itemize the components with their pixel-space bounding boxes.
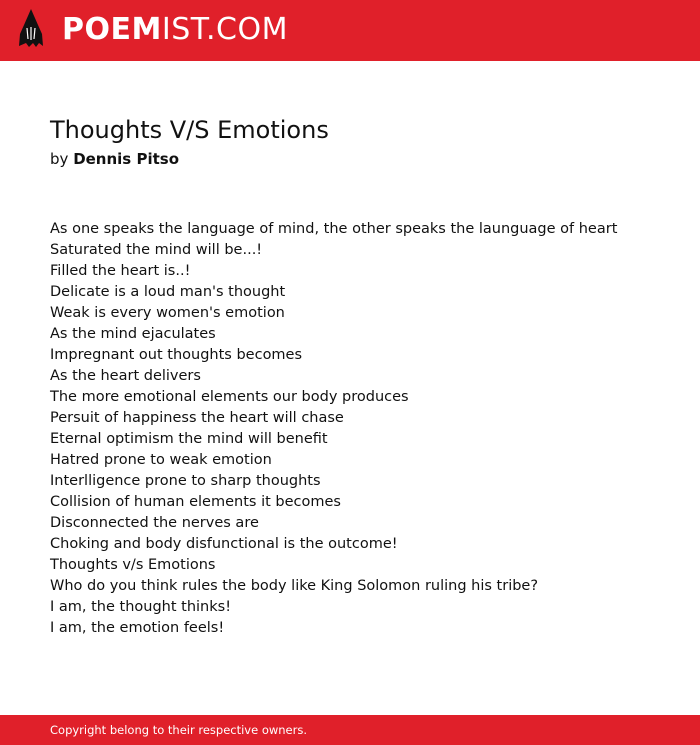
brand-name-bold: POEM <box>62 12 162 47</box>
poem-line: As one speaks the language of mind, the other speaks the launguage of heart <box>50 221 618 237</box>
poem-line: As the heart delivers <box>50 368 201 384</box>
poem-byline <box>50 148 179 170</box>
site-logo-link[interactable] <box>18 8 288 52</box>
poem-line: Choking and body disfunctional is the outcome! <box>50 536 398 552</box>
poem-line: I am, the thought thinks! <box>50 599 232 615</box>
poem-line: Disconnected the nerves are <box>50 515 259 531</box>
poem-line: Interlligence prone to sharp thoughts <box>50 473 321 489</box>
poem-title: Thoughts V/S Emotions <box>50 116 329 144</box>
author-name: Dennis Pitso <box>73 150 180 168</box>
byline-label: by <box>50 150 69 168</box>
poem-line: Collision of human elements it becomes <box>50 494 341 510</box>
poem-line: Impregnant out thoughts becomes <box>50 347 303 363</box>
poem-line: The more emotional elements our body produces <box>50 389 409 405</box>
brand-name <box>62 8 288 52</box>
poem-line: Saturated the mind will be...! <box>50 242 263 258</box>
poem-line: Persuit of happiness the heart will chase <box>50 410 344 426</box>
poem-line: Delicate is a loud man's thought <box>50 284 286 300</box>
site-header <box>0 0 700 61</box>
poem-line: Who do you think rules the body like King Solomon ruling his tribe? <box>50 578 539 594</box>
poem-line: I am, the emotion feels! <box>50 620 225 636</box>
poem-line: Filled the heart is..! <box>50 263 191 279</box>
poem-line: Thoughts v/s Emotions <box>50 557 216 573</box>
pencil-icon <box>18 8 44 52</box>
poem-line: Eternal optimism the mind will benefit <box>50 431 328 447</box>
brand-name-light: IST.COM <box>161 12 288 47</box>
poem-line: Weak is every women's emotion <box>50 305 285 321</box>
poem-body <box>50 219 670 639</box>
copyright-text: Copyright belong to their respective owners. <box>50 723 308 737</box>
site-footer <box>0 715 700 745</box>
poem-line: As the mind ejaculates <box>50 326 216 342</box>
poem-line: Hatred prone to weak emotion <box>50 452 272 468</box>
